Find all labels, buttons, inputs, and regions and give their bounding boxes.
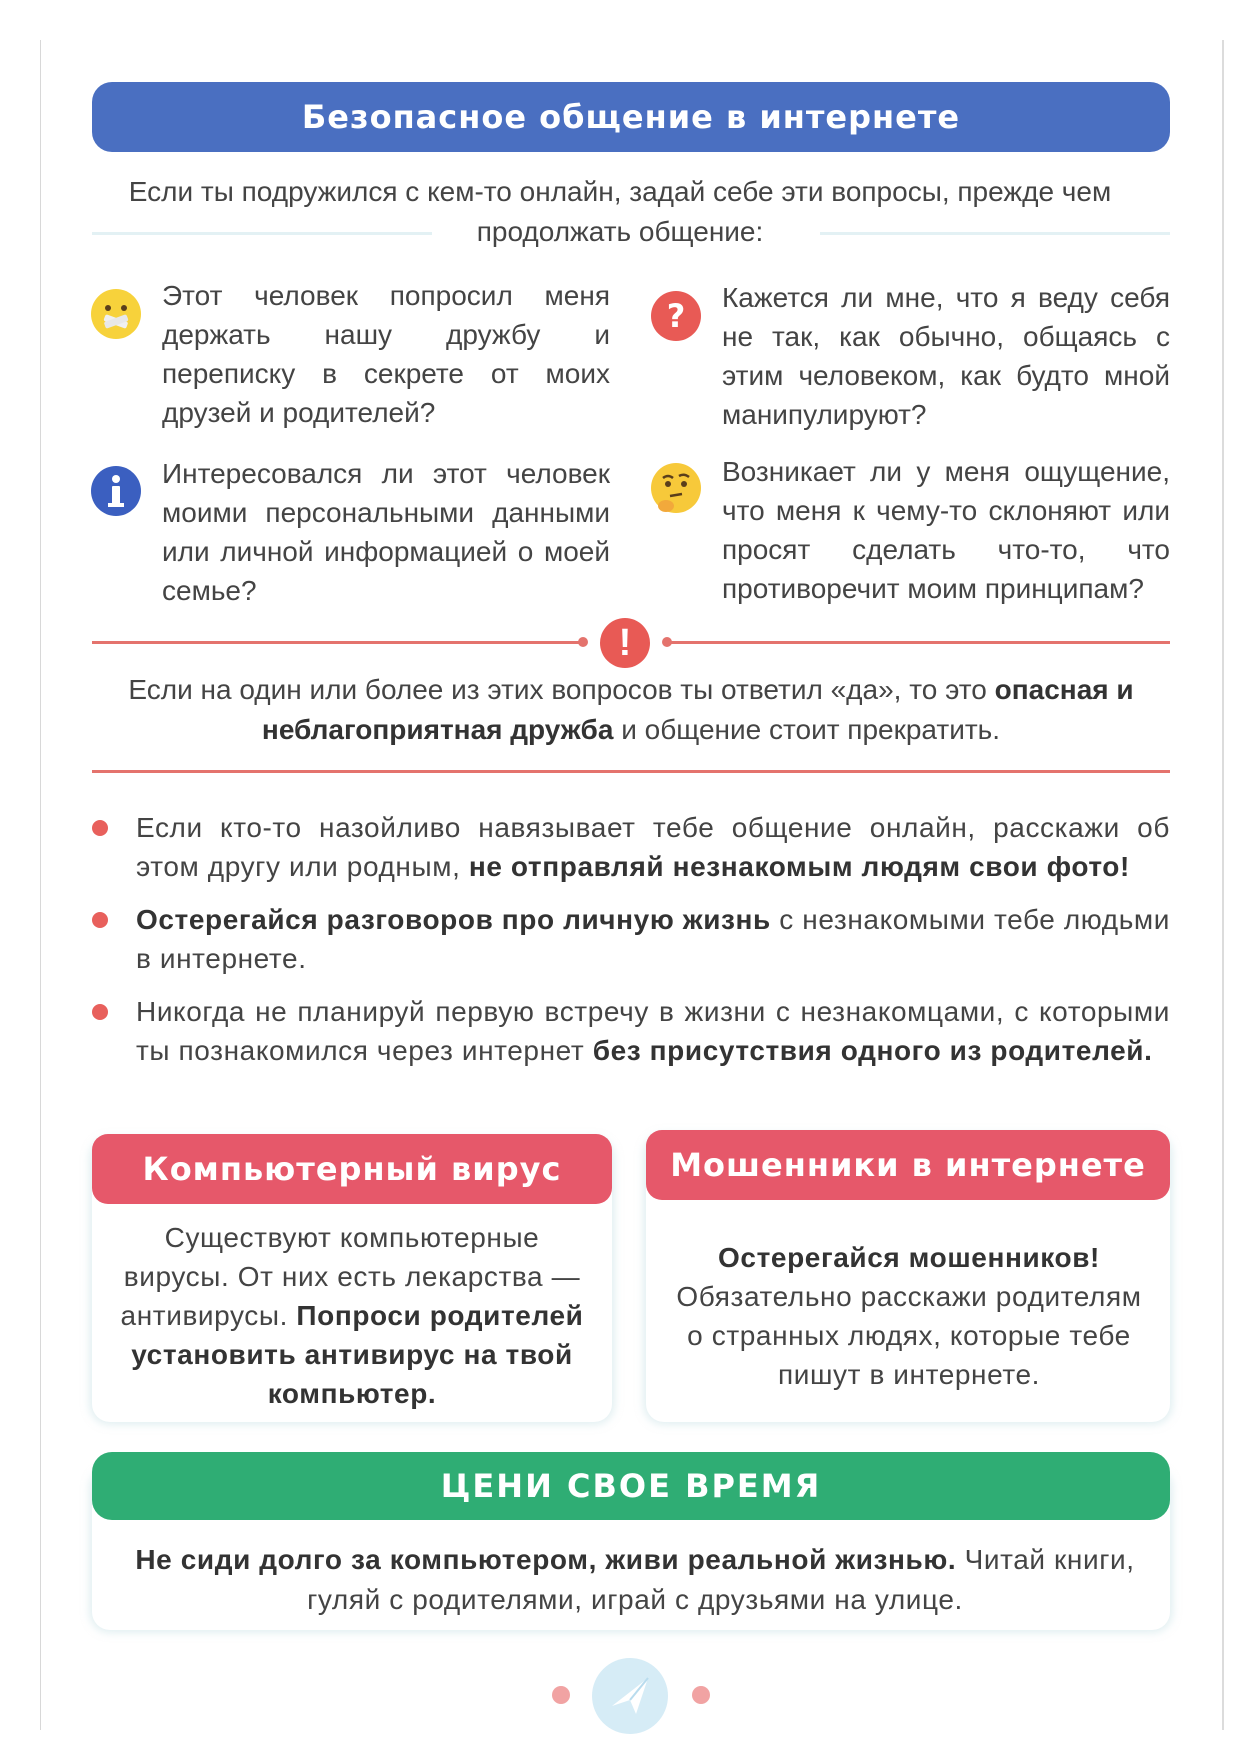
bullet-dot <box>92 912 108 928</box>
question-2-text: Кажется ли мне, что я веду себя не так, как обычно, общаясь с этим человеком, как будто мной манипулируют? <box>722 282 1170 430</box>
warning-rule-bottom <box>92 770 1170 773</box>
question-4-text: Возникает ли у меня ощущение, что меня к чему-то склоняют или просят сделать что-то, что противоречит моим принципам? <box>722 456 1170 604</box>
fraud-card-title: Мошенники в интернете <box>646 1130 1170 1200</box>
tip-2: Остерегайся разговоров про личную жизнь с незнакомыми тебе людьми в интернете. <box>136 904 1170 974</box>
shushing-face-icon <box>90 288 142 340</box>
question-1-text: Этот человек попросил меня держать нашу дружбу и переписку в секрете от моих друзей и родителей? <box>162 280 610 428</box>
svg-text:?: ? <box>666 297 686 335</box>
warning-rule-left <box>92 641 580 644</box>
page-edge-right <box>1222 40 1224 1730</box>
bullet-dot <box>92 1004 108 1020</box>
virus-card-title: Компьютерный вирус <box>92 1134 612 1204</box>
warning-rule-right <box>670 641 1170 644</box>
page-edge-left <box>40 40 41 1730</box>
info-icon <box>90 465 142 517</box>
virus-card-text: Существуют компьютерные вирусы. От них есть лекарства — антивирусы. Попроси родителей установить антивирус на твой компьютер. <box>120 1222 584 1409</box>
intro-rule-left <box>92 232 432 235</box>
paper-plane-icon <box>592 1658 668 1734</box>
exclamation-icon: ! <box>600 618 650 668</box>
warning-rule-dot-left <box>578 637 588 647</box>
tip-1: Если кто-то назойливо навязывает тебе общение онлайн, расскажи об этом другу или родным, не отправляй незнакомым людям свои фото! <box>136 812 1170 882</box>
question-mark-icon <box>650 290 702 342</box>
thinking-face-icon <box>650 462 702 514</box>
footer-dot-left <box>552 1686 570 1704</box>
page-title: Безопасное общение в интернете <box>92 82 1170 152</box>
time-text: Не сиди долго за компьютером, живи реальной жизнью. Читай книги, гуляй с родителями, играй с друзьями на улице. <box>135 1544 1135 1615</box>
fraud-card-text: Остерегайся мошенников! Обязательно расскажи родителям о странных людях, которые тебе пишут в интернете. <box>676 1242 1142 1390</box>
intro-rule-right <box>820 232 1170 235</box>
footer-dot-right <box>692 1686 710 1704</box>
intro-text: Если ты подружился с кем-то онлайн, задай себе эти вопросы, прежде чем продолжать общение: <box>128 176 1112 247</box>
question-3-text: Интересовался ли этот человек моими персональными данными или личной информацией о моей семье? <box>162 458 610 606</box>
bullet-dot <box>92 820 108 836</box>
warning-text: Если на один или более из этих вопросов ты ответил «да», то это опасная и неблагоприятная дружба и общение стоит прекратить. <box>128 674 1134 745</box>
tip-3: Никогда не планируй первую встречу в жизни с незнакомцами, с которыми ты познакомился через интернет без присутствия одного из родителей. <box>136 996 1170 1066</box>
time-title: ЦЕНИ СВОЕ ВРЕМЯ <box>92 1452 1170 1520</box>
